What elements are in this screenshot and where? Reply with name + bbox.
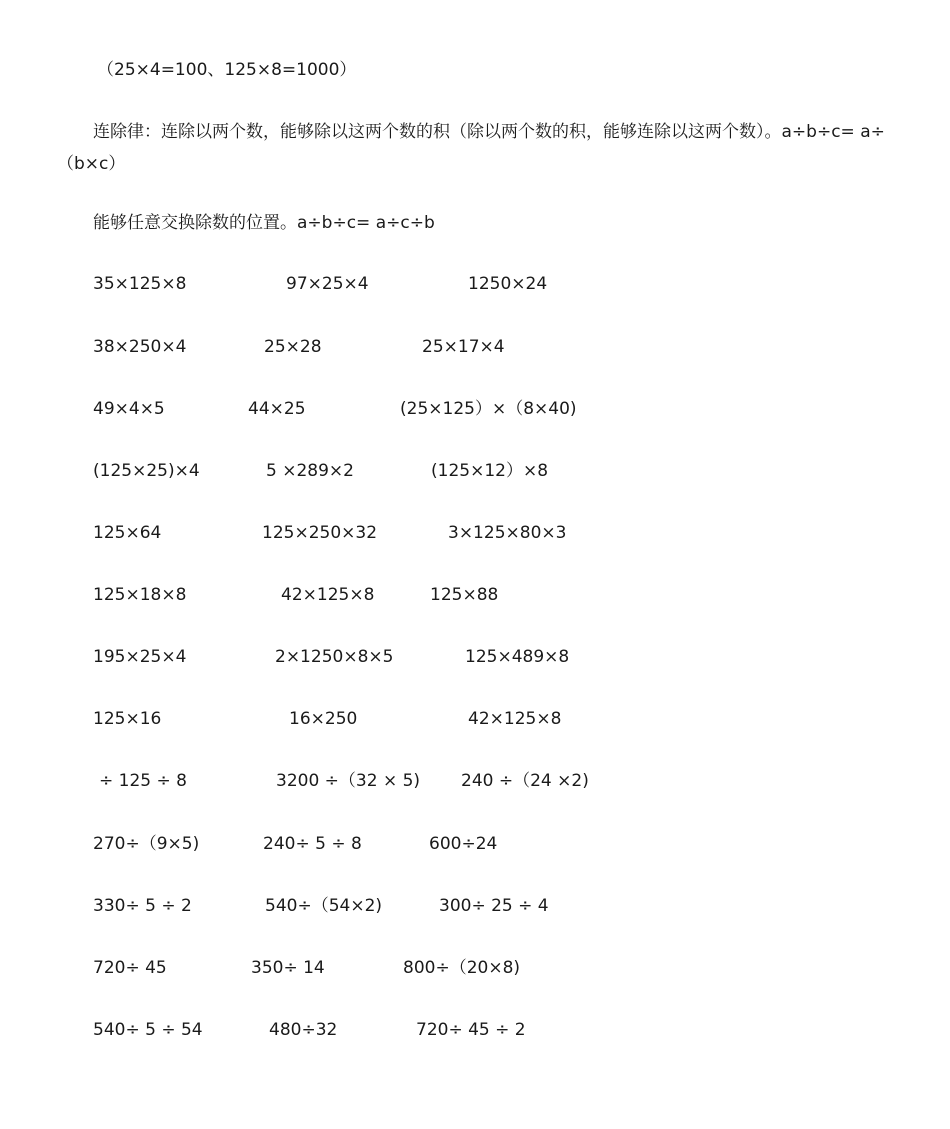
exercise-item: (25×125）×（8×40) xyxy=(400,399,577,419)
exercise-row xyxy=(0,768,950,794)
exercise-item: (125×12）×8 xyxy=(431,461,549,481)
exercise-item: ÷ 125 ÷ 8 xyxy=(99,771,187,791)
exercise-row xyxy=(0,893,950,919)
exercise-row xyxy=(0,396,950,422)
rule-paragraph: 连除律：连除以两个数，能够除以这两个数的积（除以两个数的积，能够连除以这两个数）。a÷b÷c= a÷（b×c） xyxy=(57,122,885,174)
exercise-row xyxy=(0,334,950,360)
exercise-item: 16×250 xyxy=(289,709,358,729)
exercise-row xyxy=(0,831,950,857)
exercise-row xyxy=(0,706,950,732)
exercise-item: 125×64 xyxy=(93,523,162,543)
exercise-item: 300÷ 25 ÷ 4 xyxy=(439,896,549,916)
exercise-item: 25×17×4 xyxy=(422,337,505,357)
exercise-item: 480÷32 xyxy=(269,1020,338,1040)
exercise-item: 800÷（20×8) xyxy=(403,958,521,978)
exercise-item: 240 ÷（24 ×2) xyxy=(461,771,589,791)
exercise-item: (125×25)×4 xyxy=(93,461,200,481)
exercise-item: 125×88 xyxy=(430,585,499,605)
exercise-row xyxy=(0,271,950,297)
exercise-item: 1250×24 xyxy=(468,274,548,294)
exercise-item: 35×125×8 xyxy=(93,274,187,294)
exercise-item: 600÷24 xyxy=(429,834,498,854)
exercise-item: 97×25×4 xyxy=(286,274,369,294)
exercise-row xyxy=(0,955,950,981)
exercise-item: 540÷ 5 ÷ 54 xyxy=(93,1020,203,1040)
exercise-item: 3×125×80×3 xyxy=(448,523,567,543)
exercise-item: 720÷ 45 ÷ 2 xyxy=(416,1020,526,1040)
exercise-item: 125×250×32 xyxy=(262,523,378,543)
exercise-item: 270÷（9×5) xyxy=(93,834,200,854)
intro-line: （25×4=100、125×8=1000） xyxy=(97,60,357,80)
exercise-item: 240÷ 5 ÷ 8 xyxy=(263,834,362,854)
exercise-item: 2×1250×8×5 xyxy=(275,647,394,667)
exercise-item: 42×125×8 xyxy=(468,709,562,729)
exercise-item: 3200 ÷（32 × 5) xyxy=(276,771,421,791)
exercise-row xyxy=(0,520,950,546)
exercise-item: 350÷ 14 xyxy=(251,958,325,978)
exercise-item: 330÷ 5 ÷ 2 xyxy=(93,896,192,916)
exercise-item: 38×250×4 xyxy=(93,337,187,357)
exercise-item: 125×489×8 xyxy=(465,647,570,667)
exercise-row xyxy=(0,458,950,484)
exercise-item: 720÷ 45 xyxy=(93,958,167,978)
exercise-item: 125×18×8 xyxy=(93,585,187,605)
exercise-item: 195×25×4 xyxy=(93,647,187,667)
exercise-item: 49×4×5 xyxy=(93,399,165,419)
exercise-item: 44×25 xyxy=(248,399,306,419)
exercise-item: 125×16 xyxy=(93,709,162,729)
exercise-item: 5 ×289×2 xyxy=(266,461,354,481)
exercise-item: 25×28 xyxy=(264,337,322,357)
exercise-row xyxy=(0,582,950,608)
exercise-row xyxy=(0,1017,950,1043)
exercise-item: 540÷（54×2) xyxy=(265,896,383,916)
exercise-row xyxy=(0,644,950,670)
swap-line: 能够任意交换除数的位置。a÷b÷c= a÷c÷b xyxy=(93,213,435,233)
exercise-item: 42×125×8 xyxy=(281,585,375,605)
